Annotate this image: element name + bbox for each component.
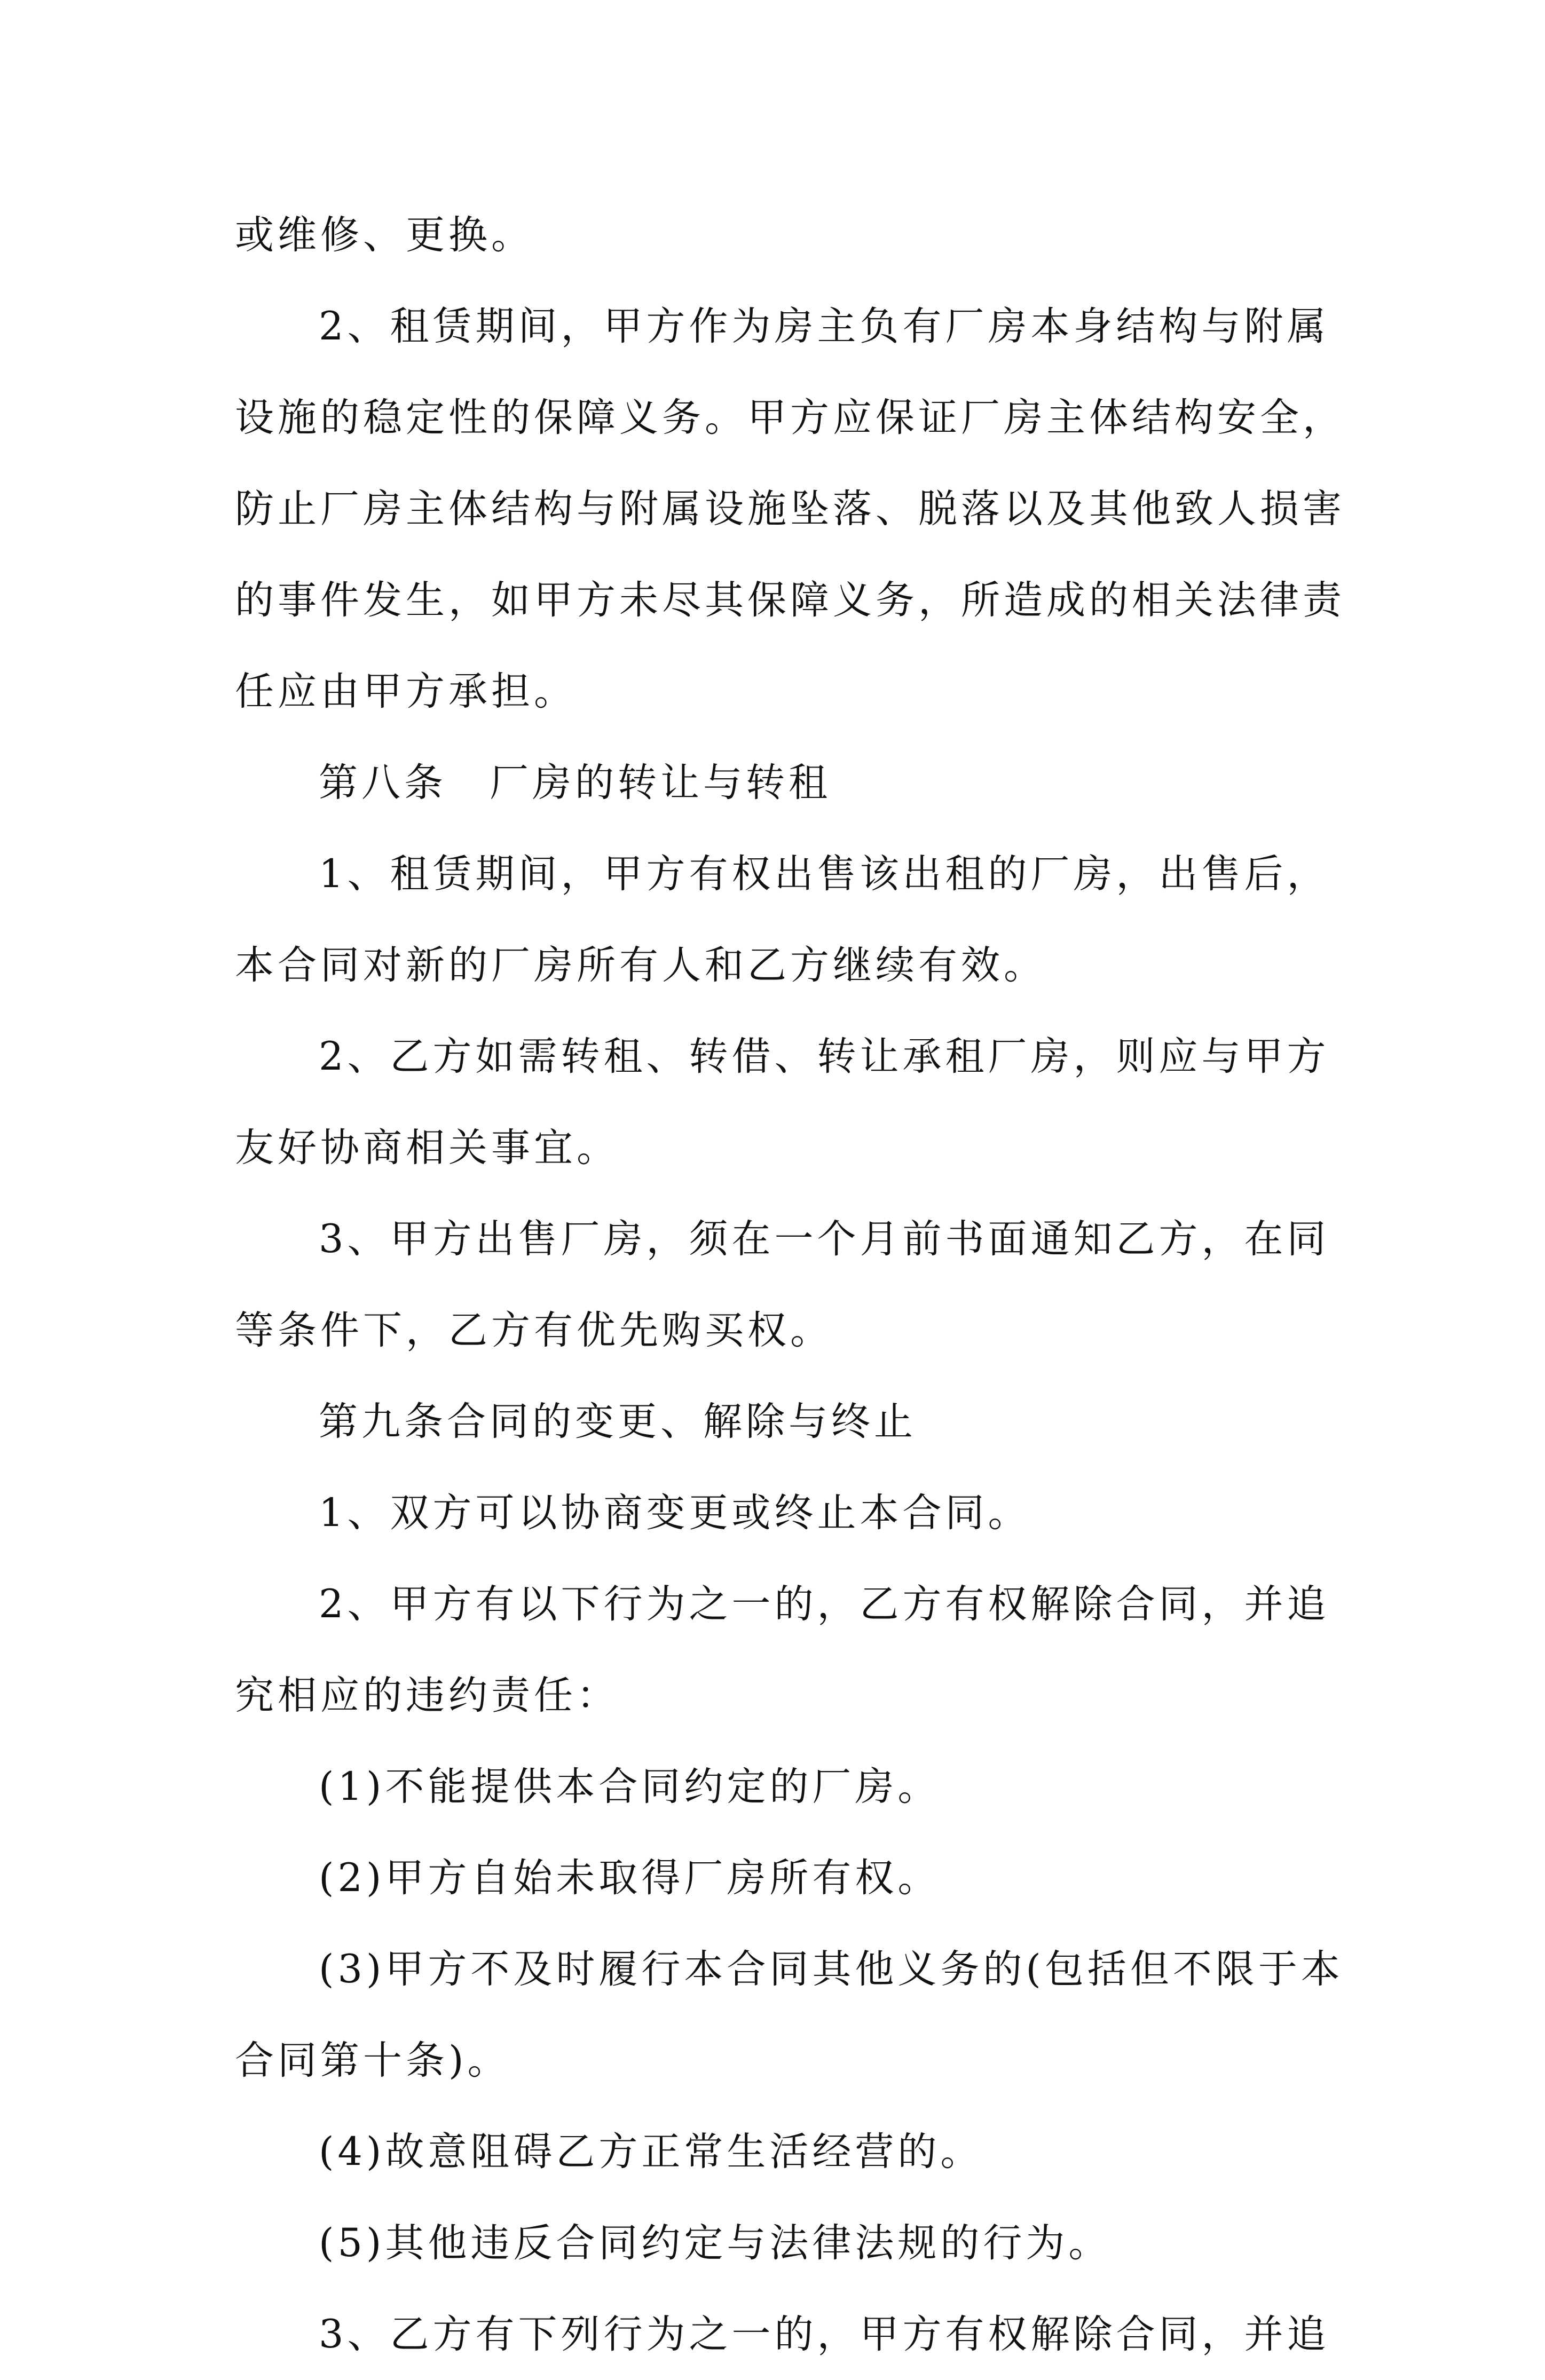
text-line: 合同第十条)。 bbox=[235, 2038, 510, 2083]
text-line: 2、甲方有以下行为之一的，乙方有权解除合同，并追 bbox=[319, 1582, 1330, 1627]
text-line: 的事件发生，如甲方未尽其保障义务，所造成的相关法律责 bbox=[235, 578, 1345, 623]
list-item: (1)不能提供本合同约定的厂房。 bbox=[319, 1764, 941, 1809]
text-line: 究相应的违约责任： bbox=[235, 1673, 619, 1718]
text-line: 3、甲方出售厂房，须在一个月前书面通知乙方，在同 bbox=[319, 1216, 1330, 1262]
list-item: (2)甲方自始未取得厂房所有权。 bbox=[319, 1855, 941, 1901]
document-body bbox=[235, 189, 1345, 2380]
text-line: 友好协商相关事宜。 bbox=[235, 1125, 619, 1171]
text-line: 3、乙方有下列行为之一的，甲方有权解除合同，并追 bbox=[319, 2312, 1330, 2357]
article-heading: 第八条 厂房的转让与转租 bbox=[319, 760, 831, 805]
text-line: 或维修、更换。 bbox=[235, 212, 534, 258]
text-line: 等条件下，乙方有优先购买权。 bbox=[235, 1308, 833, 1353]
text-line: 2、租赁期间，甲方作为房主负有厂房本身结构与附属 bbox=[319, 304, 1330, 349]
text-line: 任应由甲方承担。 bbox=[235, 669, 577, 714]
text-line: 1、租赁期间，甲方有权出售该出租的厂房，出售后， bbox=[319, 851, 1330, 897]
text-line: 1、双方可以协商变更或终止本合同。 bbox=[319, 1490, 1031, 1536]
article-heading: 第九条合同的变更、解除与终止 bbox=[319, 1399, 917, 1444]
list-item: (3)甲方不及时履行本合同其他义务的(包括但不限于本 bbox=[319, 1947, 1344, 1992]
list-item: (5)其他违反合同约定与法律法规的行为。 bbox=[319, 2220, 1112, 2266]
text-line: 本合同对新的厂房所有人和乙方继续有效。 bbox=[235, 943, 1046, 988]
text-line: 设施的稳定性的保障义务。甲方应保证厂房主体结构安全， bbox=[235, 395, 1345, 440]
text-line: 2、乙方如需转租、转借、转让承租厂房，则应与甲方 bbox=[319, 1034, 1330, 1079]
text-line: 防止厂房主体结构与附属设施坠落、脱落以及其他致人损害 bbox=[235, 486, 1345, 532]
list-item: (4)故意阻碍乙方正常生活经营的。 bbox=[319, 2129, 983, 2175]
